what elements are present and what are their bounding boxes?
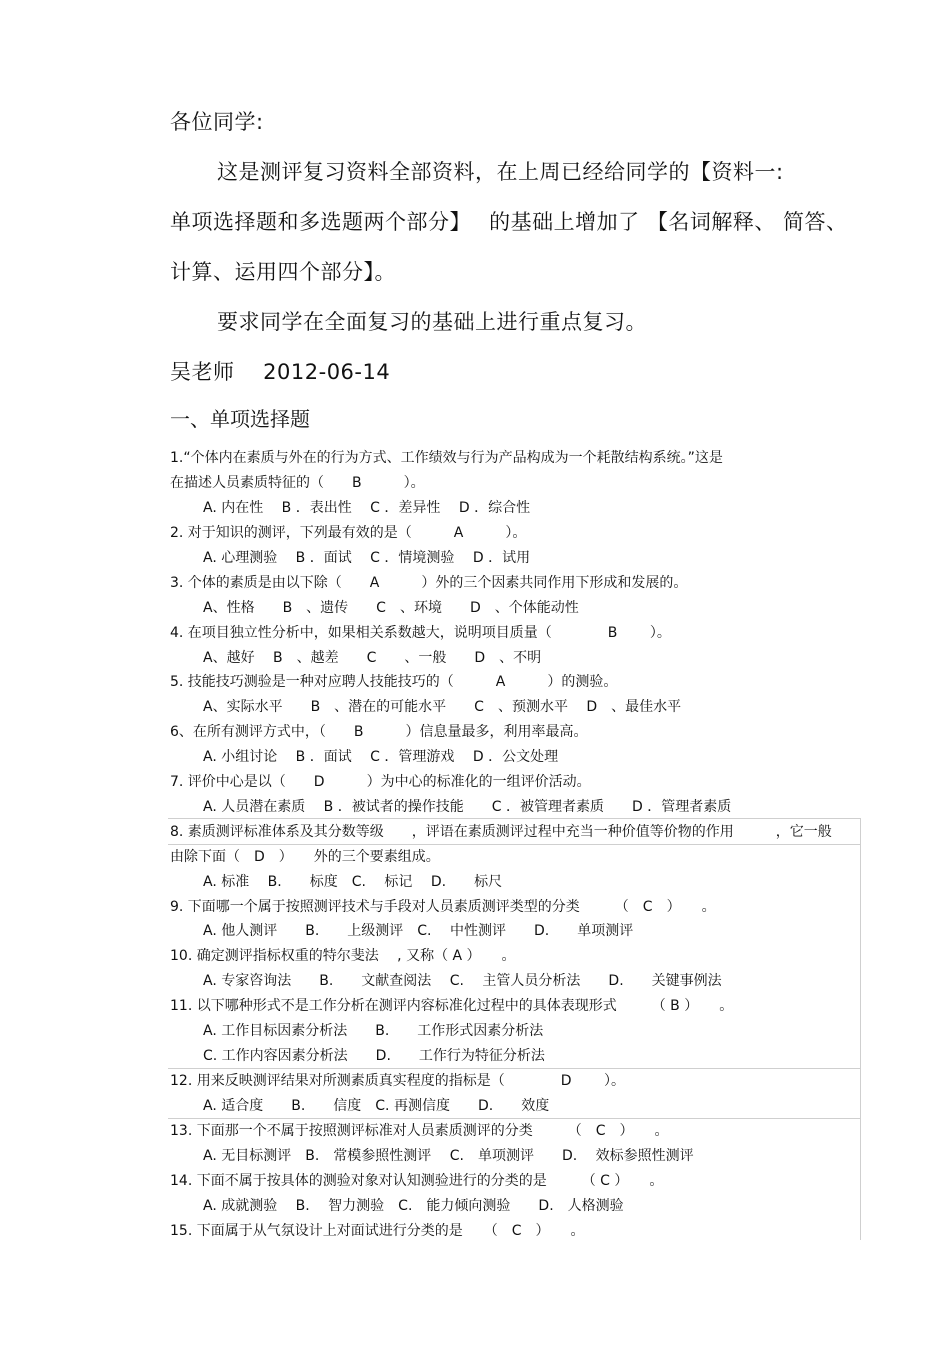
options-line: C. 工作内容因素分析法 D. 工作行为特征分析法	[203, 1048, 545, 1064]
question-line: 12. 用来反映测评结果对所测素质真实程度的指标是（ D ）。	[170, 1073, 625, 1089]
question-line: 8. 素质测评标准体系及其分数等级 ，评语在素质测评过程中充当一种价值等价物的作用 ，它一般	[170, 824, 832, 840]
signature-date: 吴老师 2012-06-14	[170, 360, 391, 384]
question-line: 在描述人员素质特征的（ B ）。	[170, 475, 425, 491]
question-line: 由除下面（ D ） 外的三个要素组成。	[170, 849, 440, 865]
options-line: A. 小组讨论 B ．面试 C ．管理游戏 D ．公文处理	[203, 749, 559, 765]
table-rule	[168, 818, 861, 819]
question-line: 4. 在项目独立性分析中，如果相关系数越大，说明项目质量（ B ）。	[170, 625, 671, 641]
options-line: A. 专家咨询法 B. 文献查阅法 C. 主管人员分析法 D. 关键事例法	[203, 973, 722, 989]
options-line: A. 标准 B. 标度 C. 标记 D. 标尺	[203, 874, 503, 890]
intro-paragraph-line-1: 这是测评复习资料全部资料，在上周已经给同学的【资料一:	[217, 160, 784, 184]
question-line: 1.“个体内在素质与外在的行为方式、工作绩效与行为产品构成为一个耗散结构系统。”这是	[170, 450, 723, 466]
question-line: 6、在所有测评方式中，（ B ）信息量最多，利用率最高。	[170, 724, 588, 740]
table-rule	[168, 1118, 861, 1119]
question-line: 5. 技能技巧测验是一种对应聘人技能技巧的（ A ）的测验。	[170, 674, 618, 690]
table-rule	[168, 844, 861, 845]
question-line: 7. 评价中心是以（ D ）为中心的标准化的一组评价活动。	[170, 774, 591, 790]
question-line: 11. 以下哪种形式不是工作分析在测评内容标准化过程中的具体表现形式 （ B ） 。	[170, 998, 734, 1014]
table-border-right	[860, 818, 861, 1240]
options-line: A. 内在性 B ．表出性 C ．差异性 D ．综合性	[203, 500, 531, 516]
options-line: A. 他人测评 B. 上级测评 C. 中性测评 D. 单项测评	[203, 923, 634, 939]
intro-paragraph-line-2: 单项选择题和多选题两个部分】 的基础上增加了 【名词解释、 简答、	[170, 210, 848, 234]
options-line: A、性格 B 、遗传 C 、环境 D 、个体能动性	[203, 600, 579, 616]
greeting: 各位同学:	[170, 110, 264, 134]
intro-paragraph-line-4: 要求同学在全面复习的基础上进行重点复习。	[217, 310, 647, 334]
table-rule	[168, 1068, 861, 1069]
options-line: A、越好 B 、越差 C 、一般 D 、不明	[203, 650, 542, 666]
question-line: 13. 下面那一个不属于按照测评标准对人员素质测评的分类 （ C ） 。	[170, 1123, 669, 1139]
options-line: A. 无目标测评 B. 常模参照性测评 C. 单项测评 D. 效标参照性测评	[203, 1148, 694, 1164]
question-line: 10. 确定测评指标权重的特尔斐法 , 又称（ A ） 。	[170, 948, 516, 964]
options-line: A、实际水平 B 、潜在的可能水平 C 、预测水平 D 、最佳水平	[203, 699, 682, 715]
question-line: 9. 下面哪一个属于按照测评技术与手段对人员素质测评类型的分类 （ C ） 。	[170, 899, 716, 915]
options-line: A. 适合度 B. 信度 C. 再测信度 D. 效度	[203, 1098, 550, 1114]
options-line: A. 人员潜在素质 B ．被试者的操作技能 C ．被管理者素质 D ．管理者素质	[203, 799, 732, 815]
section-title: 一、单项选择题	[170, 407, 310, 431]
options-line: A. 工作目标因素分析法 B. 工作形式因素分析法	[203, 1023, 544, 1039]
options-line: A. 成就测验 B. 智力测验 C. 能力倾向测验 D. 人格测验	[203, 1198, 624, 1214]
question-line: 2. 对于知识的测评，下列最有效的是（ A ）。	[170, 525, 527, 541]
question-line: 15. 下面属于从气氛设计上对面试进行分类的是 （ C ） 。	[170, 1223, 585, 1239]
options-line: A. 心理测验 B ．面试 C ．情境测验 D ．试用	[203, 550, 531, 566]
question-line: 14. 下面不属于按具体的测验对象对认知测验进行的分类的是 （ C ） 。	[170, 1173, 664, 1189]
question-line: 3. 个体的素质是由以下除（ A ）外的三个因素共同作用下形成和发展的。	[170, 575, 688, 591]
intro-paragraph-line-3: 计算、运用四个部分】。	[170, 260, 396, 284]
